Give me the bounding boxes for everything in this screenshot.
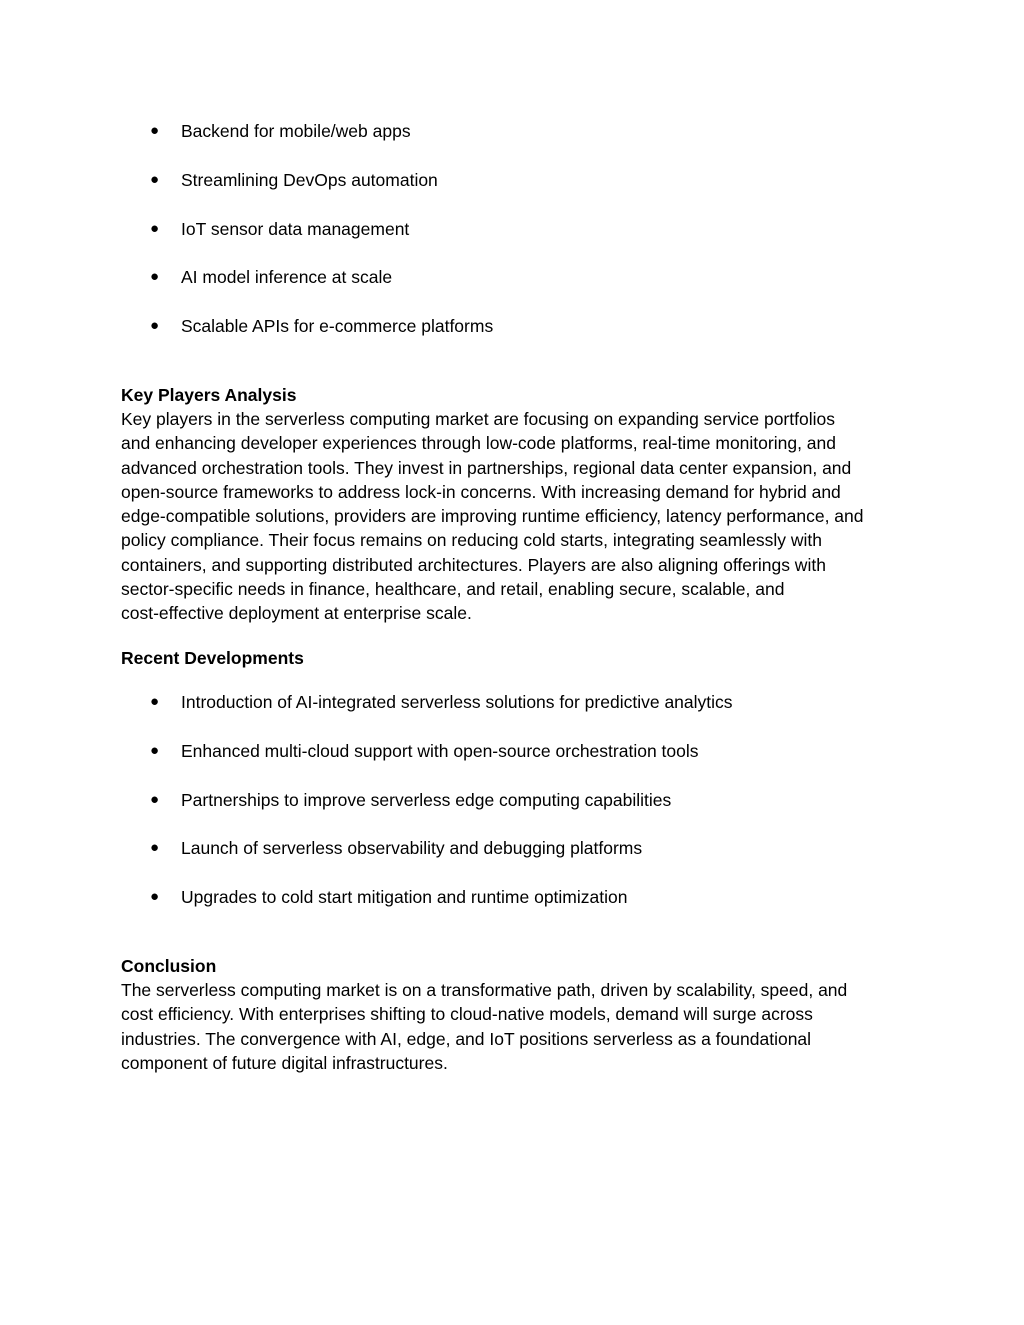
paragraph-line: cost-effective deployment at enterprise scale. [121,603,472,624]
bullet-icon: ● [150,122,160,139]
recent-developments-heading: Recent Developments [121,648,304,668]
bullet-icon: ● [150,693,160,710]
list-item: ● Upgrades to cold start mitigation and runtime optimization [150,887,628,907]
list-item: ● Partnerships to improve serverless edge computing capabilities [150,789,672,810]
list-item: ● AI model inference at scale [150,267,393,288]
paragraph-line: policy compliance. Their focus remains on reducing cold starts, integrating seamlessly with [121,530,822,551]
paragraph-line: industries. The convergence with AI, edge, and IoT positions serverless as a foundational [121,1028,812,1049]
bullet-icon: ● [150,317,160,334]
list-item: ● Introduction of AI-integrated serverless solutions for predictive analytics [150,692,733,712]
bullet-icon: ● [150,839,160,857]
paragraph-line: advanced orchestration tools. They invest in partnerships, regional data center expansion, and [121,457,852,478]
bullet-icon: ● [150,268,160,286]
list-item: ● Enhanced multi-cloud support with open-source orchestration tools [150,740,699,761]
list-item: ● Launch of serverless observability and debugging platforms [150,838,643,859]
bullet-icon: ● [150,170,160,188]
bullet-icon: ● [150,219,160,237]
bullet-icon: ● [150,790,160,808]
list-item: ● Streamlining DevOps automation [150,169,438,190]
recent-developments-list [0,692,1024,936]
list-item: ● IoT sensor data management [150,218,410,239]
paragraph-line: edge-compatible solutions, providers are improving runtime efficiency, latency performance, and [121,506,864,527]
paragraph-line: Key players in the serverless computing market are focusing on expanding service portfolios [121,409,835,429]
key-players-heading: Key Players Analysis [121,385,297,405]
paragraph-line: component of future digital infrastructures. [121,1052,448,1073]
list-item: ● Backend for mobile/web apps [150,121,411,141]
bullet-icon: ● [150,888,160,905]
paragraph-line: The serverless computing market is on a transformative path, driven by scalability, speed, and [121,980,848,1000]
list-item: ● Scalable APIs for e-commerce platforms [150,316,494,336]
conclusion-heading: Conclusion [121,956,217,976]
use-case-list [0,121,1024,365]
conclusion-paragraph [121,978,911,1075]
paragraph-line: containers, and supporting distributed architectures. Players are also aligning offerings with [121,554,826,575]
bullet-icon: ● [150,741,160,759]
paragraph-line: cost efficiency. With enterprises shifting to cloud-native models, demand will surge across [121,1004,813,1025]
key-players-paragraph [121,407,911,626]
paragraph-line: sector-specific needs in finance, healthcare, and retail, enabling secure, scalable, and [121,579,785,600]
paragraph-line: and enhancing developer experiences through low-code platforms, real-time monitoring, and [121,433,836,454]
paragraph-line: open-source frameworks to address lock-in concerns. With increasing demand for hybrid and [121,481,841,502]
